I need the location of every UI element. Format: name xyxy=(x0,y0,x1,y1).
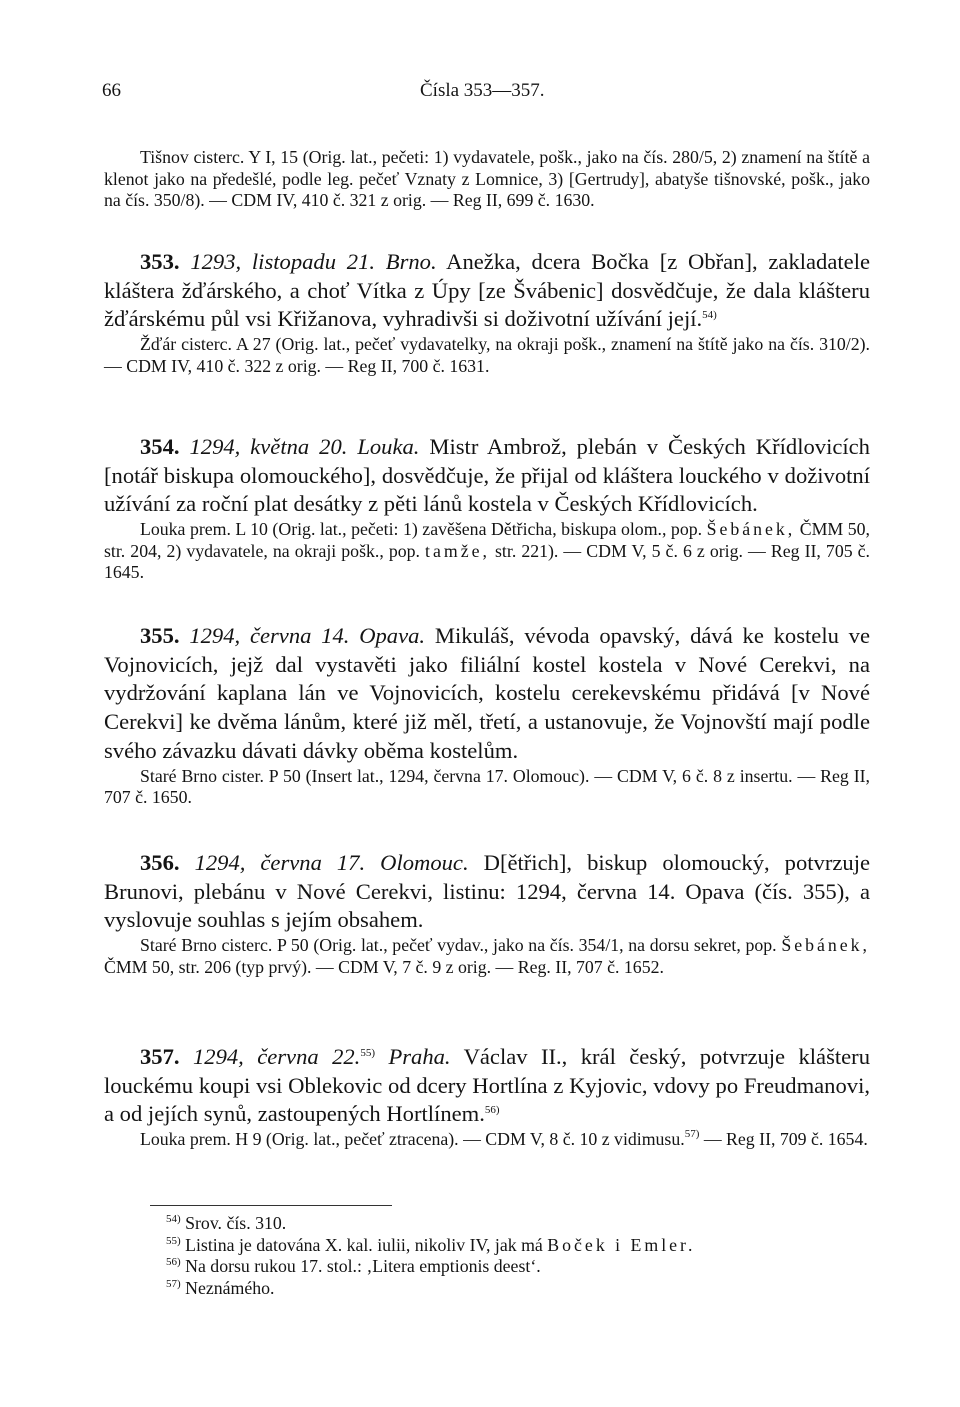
footnote-text: Na dorsu rukou 17. stol.: ‚Litera emptionis deest‘. xyxy=(185,1256,541,1276)
entry-number: 355. xyxy=(140,623,180,648)
footnotes xyxy=(104,1213,870,1299)
footnote-text: Neznámého. xyxy=(185,1277,275,1298)
footnote-text: Listina je datována X. kal. iulii, nikoliv IV, jak má xyxy=(185,1234,543,1255)
entry-354 xyxy=(104,433,870,584)
running-head: Čísla 353—357. xyxy=(420,80,545,101)
entry-date-place: 1294, června 17. Olomouc. xyxy=(194,850,469,875)
source-note-part: ČMM 50, str. 206 (typ prvý). — CDM V, 7 č. 9 z orig. — Reg. II, 707 č. 1652. xyxy=(104,956,664,977)
entry-date-place: 1294, května 20. Louka. xyxy=(189,434,420,459)
footnote-mark: 54) xyxy=(166,1213,181,1225)
source-note-part: str. 221). — CDM V, 5 č. 6 z orig. — Reg II, 705 č. 1645. xyxy=(104,540,871,583)
source-note-text: Tišnov cisterc. Y I, 15 (Orig. lat., pečeti: 1) vydavatele, pošk., jako na čís. 280/5, 2) znamení na štítě a klenot jako na předešlé, podle leg. pečeť Vznaty z Lomnice, 3) [Gertrudy], abatyše tišnovské, pošk., jako na čís. 350/8). — CDM IV, 410 č. 321 z orig. — Reg II, 699 č. 1630. xyxy=(104,147,870,210)
author-name: tamže, xyxy=(425,540,490,561)
entry-abstract xyxy=(104,622,870,766)
author-name: Šebánek, xyxy=(706,519,796,540)
entry-number: 357. xyxy=(140,1044,180,1069)
entry-source-note: Staré Brno cister. P 50 (Insert lat., 1294, června 17. Olomouc). — CDM V, 6 č. 8 z insertu. — Reg II, 707 č. 1650. xyxy=(104,765,870,808)
footnote-text: Srov. čís. 310. xyxy=(185,1213,287,1233)
author-name: Boček i Emler. xyxy=(547,1234,696,1255)
entry-353 xyxy=(104,248,870,377)
footnote-ref: 57) xyxy=(684,1128,700,1141)
entry-abstract xyxy=(104,248,870,334)
entry-abstract xyxy=(104,849,870,935)
author-name: Šebánek, xyxy=(781,935,870,956)
footnote-mark: 55) xyxy=(166,1234,181,1247)
entry-text: Mistr Ambrož, plebán v Českých Křídlovicích [notář biskupa olomouckého], dosvědčuje, že přijal od kláštera louckého v doživotní užívání za roční plat desátky z pěti lánů kostela v Českých Křídlovicích. xyxy=(104,434,870,517)
page-header xyxy=(102,80,872,108)
entry-place: Praha. xyxy=(388,1044,451,1069)
entry-356 xyxy=(104,849,870,978)
entry-date: 1294, června 22. xyxy=(192,1044,361,1069)
entry-357 xyxy=(104,1043,870,1151)
entry-text: Anežka, dcera Bočka [z Obřan], zakladatele kláštera žďárského, a choť Vítka z Úpy [ze Švábenic] dosvědčuje, že dala klášteru žďárskému půl vsi Křižanova, vyhradivši si doživotní užívání její. xyxy=(104,249,870,332)
entry-355 xyxy=(104,622,870,809)
footnote-ref: 54) xyxy=(702,309,717,322)
entry-text: Václav II., král český, potvrzuje klášteru louckému koupi vsi Oblekovic od dcery Hortlína z Kyjovic, vdovy po Freudmanovi, a od jejích synů, zastoupených Hortlínem. xyxy=(104,1044,870,1127)
footnote-separator xyxy=(150,1205,392,1206)
entry-date-place: 1293, listopadu 21. Brno. xyxy=(190,249,437,274)
footnote-ref: 56) xyxy=(484,1104,500,1117)
footnote xyxy=(104,1213,870,1235)
entry-text: Mikuláš, vévoda opavský, dává ke kostelu ve Vojnovicích, jejž dal vystavěti jako filiální kostel kostela v Nové Cerekvi, na vydržování kaplana lán ve Vojnovicích, kostelu cerekevskému přidává [v Nové Cerekvi] ke dvěma lánům, které již měl, třetí, a ustanovuje, že Vojnovští mají podle svého závazku dávati dávky oběma kostelům. xyxy=(104,623,870,763)
entry-source-note xyxy=(104,1129,870,1151)
footnote-mark: 56) xyxy=(166,1256,181,1268)
source-note-part: Louka prem. H 9 (Orig. lat., pečeť ztracena). — CDM V, 8 č. 10 z vidimusu. xyxy=(140,1129,685,1150)
footnote-ref: 55) xyxy=(360,1047,376,1059)
entry-source-note xyxy=(104,935,870,978)
entry-text: D[ětřich], biskup olomoucký, potvrzuje Brunovi, plebánu v Nové Cerekvi, listinu: 1294, června 14. Opava (čís. 355), a vyslovuje souhlas s jejím obsahem. xyxy=(104,850,870,933)
source-note-part: ČMM 50, str. 204, 2) vydavatele, na okraji pošk., pop. xyxy=(104,519,870,561)
source-note-part: Staré Brno cisterc. P 50 (Orig. lat., pečeť vydav., jako na čís. 354/1, na dorsu sekret, pop. xyxy=(140,935,777,956)
source-note-part: — Reg II, 709 č. 1654. xyxy=(703,1129,868,1150)
source-note-part: Louka prem. L 10 (Orig. lat., pečeti: 1) zavěšena Dětřicha, biskupa olom., pop. xyxy=(140,519,703,540)
entry-abstract xyxy=(104,433,870,519)
page-number: 66 xyxy=(102,80,121,101)
entry-abstract xyxy=(104,1043,870,1129)
entry-number: 353. xyxy=(140,249,180,274)
footnote-mark: 57) xyxy=(166,1277,181,1290)
entry-number: 356. xyxy=(140,850,180,875)
entry-number: 354. xyxy=(140,434,180,459)
footnote xyxy=(104,1256,870,1278)
footnote xyxy=(104,1235,870,1257)
entry-date-place: 1294, června 14. Opava. xyxy=(189,623,426,648)
previous-entry-source-note xyxy=(104,147,870,212)
entry-source-note: Žďár cisterc. A 27 (Orig. lat., pečeť vydavatelky, na okraji pošk., znamení na štítě jako na čís. 310/2). — CDM IV, 410 č. 322 z orig. — Reg II, 700 č. 1631. xyxy=(104,334,870,376)
entry-source-note xyxy=(104,519,870,584)
footnote xyxy=(104,1278,870,1300)
